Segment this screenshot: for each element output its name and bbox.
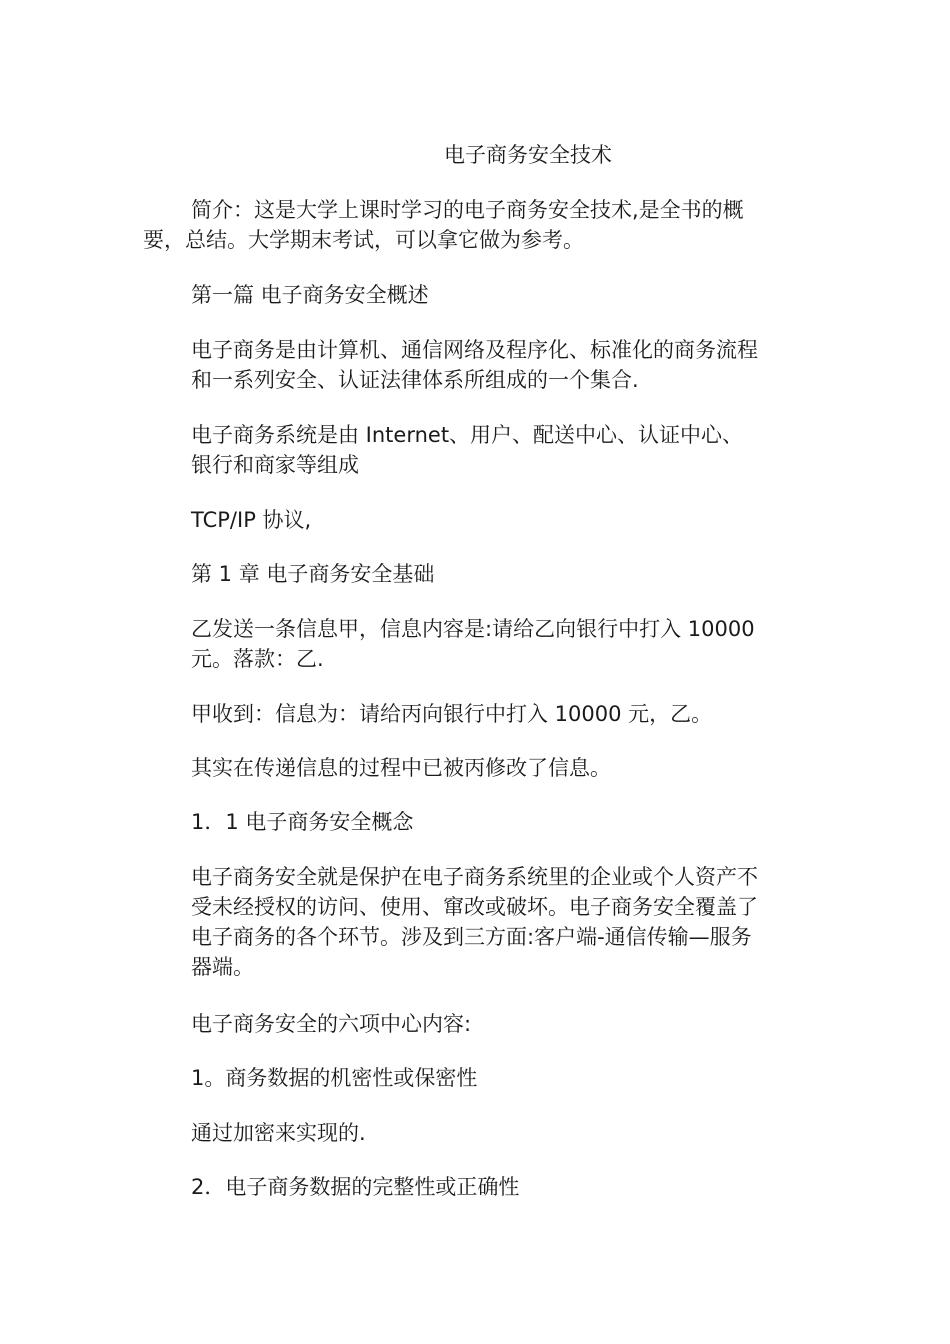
section-heading: 第一篇 电子商务安全概述 [191,283,429,307]
body-paragraph: 乙发送一条信息甲，信息内容是:请给乙向银行中打入 10000 元。落款：乙. [191,617,755,671]
body-paragraph: TCP/IP 协议, [191,508,312,532]
intro-paragraph: 简介：这是大学上课时学习的电子商务安全技术,是全书的概要，总结。大学期末考试，可以拿它做为参考。 [143,198,744,252]
body-paragraph: 电子商务系统是由 Internet、用户、配送中心、认证中心、银行和商家等组成 [191,423,744,477]
list-item: 1。商务数据的机密性或保密性 [191,1066,478,1090]
body-paragraph: 电子商务安全就是保护在电子商务系统里的企业或个人资产不受未经授权的访问、使用、窜改或破坏。电子商务安全覆盖了电子商务的各个环节。涉及到三方面:客户端-通信传输—服务器端。 [191,865,758,979]
body-paragraph: 电子商务安全的六项中心内容: [191,1012,472,1036]
subsection-heading: 1．1 电子商务安全概念 [191,810,414,834]
body-paragraph: 电子商务是由计算机、通信网络及程序化、标准化的商务流程和一系列安全、认证法律体系所组成的一个集合. [191,338,758,392]
body-paragraph: 甲收到：信息为：请给丙向银行中打入 10000 元，乙。 [191,702,713,726]
body-paragraph: 其实在传递信息的过程中已被丙修改了信息。 [191,756,611,780]
body-paragraph: 通过加密来实现的. [191,1121,366,1145]
list-item: 2．电子商务数据的完整性或正确性 [191,1175,520,1199]
chapter-heading: 第 1 章 电子商务安全基础 [191,562,435,586]
document-title: 电子商务安全技术 [444,143,612,167]
